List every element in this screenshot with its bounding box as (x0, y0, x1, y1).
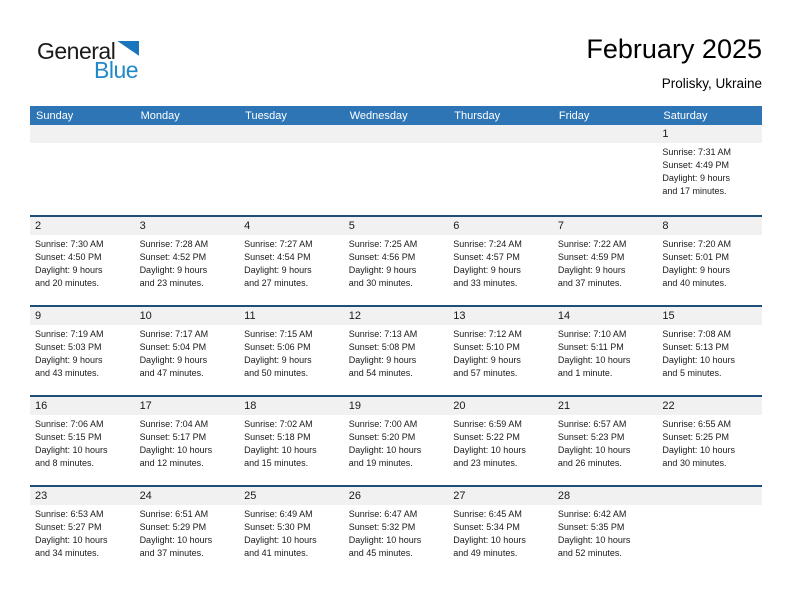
day-number (239, 125, 344, 143)
daylight-text-line2: and 33 minutes. (453, 278, 518, 288)
location-subtitle: Prolisky, Ukraine (661, 76, 762, 91)
daylight-text-line2: and 26 minutes. (557, 458, 622, 468)
weekday-header-friday: Friday (558, 109, 590, 122)
calendar-day-cell (344, 217, 449, 305)
logo-blue-text: Blue (94, 57, 139, 83)
daylight-text-line2: and 45 minutes. (348, 548, 413, 558)
day-details (239, 505, 344, 560)
weekday-header-thursday: Thursday (454, 109, 501, 122)
day-details (657, 143, 762, 198)
sunset-text: Sunset: 5:35 PM (557, 522, 625, 532)
month-title: February 2025 (586, 34, 762, 64)
sunrise-text: Sunrise: 7:06 AM (35, 419, 104, 429)
title-block (586, 34, 762, 91)
daylight-text-line1: Daylight: 9 hours (244, 355, 312, 365)
sunset-text: Sunset: 5:10 PM (453, 342, 520, 352)
daylight-text-line2: and 37 minutes. (557, 278, 622, 288)
daylight-text-line2: and 43 minutes. (35, 368, 100, 378)
daylight-text-line1: Daylight: 9 hours (348, 265, 417, 275)
daylight-text-line2: and 23 minutes. (139, 278, 204, 288)
day-number: 6 (448, 217, 553, 235)
day-number: 14 (553, 307, 658, 325)
daylight-text-line2: and 19 minutes. (348, 458, 413, 468)
daylight-text-line1: Daylight: 10 hours (453, 535, 526, 545)
day-number: 1 (657, 125, 762, 143)
weekday-header-wednesday: Wednesday (349, 109, 408, 122)
calendar-day-cell (135, 217, 240, 305)
day-number: 17 (135, 397, 240, 415)
sunset-text: Sunset: 4:54 PM (244, 252, 311, 262)
calendar-day-cell (553, 217, 658, 305)
calendar-day-cell (135, 307, 240, 395)
calendar-day-cell (239, 217, 344, 305)
daylight-text-line2: and 40 minutes. (662, 278, 727, 288)
calendar-empty-cell (344, 125, 449, 215)
sunset-text: Sunset: 5:23 PM (557, 432, 625, 442)
sunrise-text: Sunrise: 7:12 AM (453, 329, 522, 339)
day-details (344, 325, 449, 380)
daylight-text-line1: Daylight: 10 hours (557, 535, 631, 545)
sunset-text: Sunset: 5:29 PM (139, 522, 207, 532)
sunset-text: Sunset: 5:06 PM (244, 342, 311, 352)
sunset-text: Sunset: 5:13 PM (662, 342, 729, 352)
daylight-text-line1: Daylight: 9 hours (557, 265, 626, 275)
sunset-text: Sunset: 4:57 PM (453, 252, 520, 262)
daylight-text-line2: and 47 minutes. (139, 368, 204, 378)
day-details (448, 325, 553, 380)
day-details (135, 415, 240, 470)
calendar-day-cell (344, 397, 449, 485)
calendar-day-cell (553, 397, 658, 485)
daylight-text-line1: Daylight: 9 hours (453, 355, 521, 365)
daylight-text-line2: and 15 minutes. (244, 458, 309, 468)
day-number: 9 (30, 307, 135, 325)
day-details (30, 415, 135, 470)
calendar-day-cell (553, 307, 658, 395)
day-number: 4 (239, 217, 344, 235)
sunrise-text: Sunrise: 7:22 AM (557, 239, 627, 249)
sunrise-text: Sunrise: 7:30 AM (35, 239, 104, 249)
calendar-day-cell (657, 307, 762, 395)
sunrise-text: Sunrise: 7:15 AM (244, 329, 313, 339)
day-number: 23 (30, 487, 135, 505)
day-details (344, 505, 449, 560)
daylight-text-line2: and 57 minutes. (453, 368, 518, 378)
daylight-text-line1: Daylight: 9 hours (35, 265, 103, 275)
daylight-text-line2: and 54 minutes. (348, 368, 413, 378)
sunrise-text: Sunrise: 7:31 AM (662, 147, 731, 157)
calendar-day-cell (30, 397, 135, 485)
daylight-text-line1: Daylight: 10 hours (35, 445, 108, 455)
week-row-5 (30, 485, 762, 575)
calendar-empty-cell (448, 125, 553, 215)
daylight-text-line2: and 30 minutes. (348, 278, 413, 288)
daylight-text-line2: and 30 minutes. (662, 458, 727, 468)
day-details (239, 415, 344, 470)
calendar-day-cell (344, 307, 449, 395)
sunrise-text: Sunrise: 7:02 AM (244, 419, 313, 429)
daylight-text-line1: Daylight: 10 hours (557, 445, 631, 455)
sunrise-text: Sunrise: 7:24 AM (453, 239, 522, 249)
sunset-text: Sunset: 5:32 PM (348, 522, 416, 532)
calendar-day-cell (135, 487, 240, 575)
sunset-text: Sunset: 5:18 PM (244, 432, 311, 442)
daylight-text-line2: and 12 minutes. (139, 458, 204, 468)
daylight-text-line1: Daylight: 9 hours (662, 173, 730, 183)
day-number: 25 (239, 487, 344, 505)
sunrise-text: Sunrise: 6:57 AM (557, 419, 627, 429)
daylight-text-line1: Daylight: 10 hours (453, 445, 526, 455)
day-details (553, 325, 658, 380)
day-details (553, 235, 658, 290)
week-row-2 (30, 215, 762, 305)
general-blue-logo (37, 40, 139, 82)
calendar-day-cell (30, 307, 135, 395)
day-number: 11 (239, 307, 344, 325)
calendar-day-cell (239, 487, 344, 575)
day-number: 22 (657, 397, 762, 415)
day-number: 24 (135, 487, 240, 505)
daylight-text-line2: and 23 minutes. (453, 458, 518, 468)
sunrise-text: Sunrise: 7:13 AM (348, 329, 418, 339)
daylight-text-line1: Daylight: 10 hours (348, 535, 422, 545)
sunset-text: Sunset: 5:34 PM (453, 522, 520, 532)
calendar-day-cell (344, 487, 449, 575)
sunrise-text: Sunrise: 7:08 AM (662, 329, 731, 339)
daylight-text-line1: Daylight: 10 hours (557, 355, 631, 365)
daylight-text-line2: and 1 minute. (557, 368, 613, 378)
sunrise-text: Sunrise: 7:25 AM (348, 239, 418, 249)
sunrise-text: Sunrise: 7:00 AM (348, 419, 418, 429)
sunrise-text: Sunrise: 6:45 AM (453, 509, 522, 519)
calendar-day-cell (30, 217, 135, 305)
weekday-header-sunday: Sunday (36, 109, 74, 122)
daylight-text-line1: Daylight: 9 hours (35, 355, 103, 365)
daylight-text-line2: and 49 minutes. (453, 548, 518, 558)
daylight-text-line1: Daylight: 10 hours (244, 445, 317, 455)
sunset-text: Sunset: 5:03 PM (35, 342, 102, 352)
day-number (344, 125, 449, 143)
day-number: 28 (553, 487, 658, 505)
sunset-text: Sunset: 5:30 PM (244, 522, 311, 532)
day-details (30, 325, 135, 380)
day-details (344, 235, 449, 290)
day-details (30, 235, 135, 290)
day-details (553, 415, 658, 470)
daylight-text-line1: Daylight: 9 hours (453, 265, 521, 275)
sunset-text: Sunset: 5:20 PM (348, 432, 416, 442)
sunset-text: Sunset: 5:25 PM (662, 432, 729, 442)
daylight-text-line2: and 20 minutes. (35, 278, 100, 288)
day-details (657, 235, 762, 290)
sunset-text: Sunset: 5:08 PM (348, 342, 416, 352)
calendar-day-cell (239, 397, 344, 485)
daylight-text-line1: Daylight: 10 hours (139, 445, 213, 455)
day-number: 26 (344, 487, 449, 505)
sunrise-text: Sunrise: 6:51 AM (139, 509, 209, 519)
sunset-text: Sunset: 4:50 PM (35, 252, 102, 262)
sunrise-text: Sunrise: 7:17 AM (139, 329, 209, 339)
daylight-text-line1: Daylight: 10 hours (35, 535, 108, 545)
day-details (135, 235, 240, 290)
day-number: 10 (135, 307, 240, 325)
day-details (448, 235, 553, 290)
day-number: 27 (448, 487, 553, 505)
daylight-text-line1: Daylight: 9 hours (348, 355, 417, 365)
sunset-text: Sunset: 5:15 PM (35, 432, 102, 442)
daylight-text-line2: and 17 minutes. (662, 186, 727, 196)
day-details (135, 325, 240, 380)
daylight-text-line1: Daylight: 10 hours (662, 445, 735, 455)
sunset-text: Sunset: 4:59 PM (557, 252, 625, 262)
sunset-text: Sunset: 4:52 PM (139, 252, 207, 262)
sunrise-text: Sunrise: 7:19 AM (35, 329, 104, 339)
day-number: 21 (553, 397, 658, 415)
daylight-text-line1: Daylight: 9 hours (139, 265, 208, 275)
day-details (553, 505, 658, 560)
sunrise-text: Sunrise: 6:47 AM (348, 509, 418, 519)
week-row-4 (30, 395, 762, 485)
sunrise-text: Sunrise: 6:53 AM (35, 509, 104, 519)
week-row-3 (30, 305, 762, 395)
calendar-table (30, 106, 762, 575)
day-number: 15 (657, 307, 762, 325)
day-details (30, 505, 135, 560)
sunrise-text: Sunrise: 6:55 AM (662, 419, 731, 429)
sunrise-text: Sunrise: 7:20 AM (662, 239, 731, 249)
weekday-header-saturday: Saturday (663, 109, 708, 122)
sunset-text: Sunset: 5:01 PM (662, 252, 729, 262)
day-details (657, 325, 762, 380)
day-number: 2 (30, 217, 135, 235)
sunset-text: Sunset: 4:56 PM (348, 252, 416, 262)
daylight-text-line2: and 5 minutes. (662, 368, 722, 378)
sunrise-text: Sunrise: 6:59 AM (453, 419, 522, 429)
daylight-text-line1: Daylight: 10 hours (348, 445, 422, 455)
day-number: 16 (30, 397, 135, 415)
daylight-text-line1: Daylight: 10 hours (244, 535, 317, 545)
sunrise-text: Sunrise: 7:04 AM (139, 419, 209, 429)
calendar-day-cell (135, 397, 240, 485)
page-header (0, 0, 792, 106)
day-number: 3 (135, 217, 240, 235)
daylight-text-line2: and 41 minutes. (244, 548, 309, 558)
daylight-text-line2: and 27 minutes. (244, 278, 309, 288)
sunset-text: Sunset: 5:11 PM (557, 342, 624, 352)
day-number: 19 (344, 397, 449, 415)
day-details (448, 505, 553, 560)
sunrise-text: Sunrise: 6:42 AM (557, 509, 627, 519)
daylight-text-line2: and 52 minutes. (557, 548, 622, 558)
daylight-text-line2: and 37 minutes. (139, 548, 204, 558)
daylight-text-line2: and 34 minutes. (35, 548, 100, 558)
weekday-header-tuesday: Tuesday (245, 109, 287, 122)
calendar-empty-cell (239, 125, 344, 215)
calendar-day-cell (657, 125, 762, 215)
day-number (448, 125, 553, 143)
calendar-day-cell (553, 487, 658, 575)
daylight-text-line1: Daylight: 9 hours (139, 355, 208, 365)
daylight-text-line1: Daylight: 9 hours (244, 265, 312, 275)
day-details (344, 415, 449, 470)
calendar-empty-cell (553, 125, 658, 215)
day-number: 18 (239, 397, 344, 415)
weekday-header-row (30, 106, 762, 125)
daylight-text-line1: Daylight: 10 hours (662, 355, 735, 365)
day-number: 20 (448, 397, 553, 415)
calendar-day-cell (448, 217, 553, 305)
calendar-day-cell (657, 397, 762, 485)
day-details (135, 505, 240, 560)
day-number (553, 125, 658, 143)
week-row-1 (30, 125, 762, 215)
sunset-text: Sunset: 5:22 PM (453, 432, 520, 442)
weekday-header-monday: Monday (140, 109, 180, 122)
day-number: 13 (448, 307, 553, 325)
sunset-text: Sunset: 5:17 PM (139, 432, 207, 442)
day-details (448, 415, 553, 470)
calendar-day-cell (448, 397, 553, 485)
calendar-empty-cell (657, 487, 762, 575)
calendar-day-cell (448, 487, 553, 575)
calendar-day-cell (239, 307, 344, 395)
day-number: 12 (344, 307, 449, 325)
day-number: 5 (344, 217, 449, 235)
logo-triangle-icon (117, 41, 139, 56)
sunset-text: Sunset: 5:27 PM (35, 522, 102, 532)
day-details (239, 235, 344, 290)
sunset-text: Sunset: 4:49 PM (662, 160, 729, 170)
logo-general-text: General (37, 38, 116, 64)
sunrise-text: Sunrise: 6:49 AM (244, 509, 313, 519)
daylight-text-line1: Daylight: 9 hours (662, 265, 730, 275)
calendar-empty-cell (135, 125, 240, 215)
day-number (657, 487, 762, 505)
daylight-text-line2: and 50 minutes. (244, 368, 309, 378)
day-number (30, 125, 135, 143)
calendar-empty-cell (30, 125, 135, 215)
daylight-text-line1: Daylight: 10 hours (139, 535, 213, 545)
day-details (239, 325, 344, 380)
day-number: 8 (657, 217, 762, 235)
daylight-text-line2: and 8 minutes. (35, 458, 95, 468)
day-number (135, 125, 240, 143)
calendar-weeks (30, 125, 762, 575)
sunrise-text: Sunrise: 7:10 AM (557, 329, 627, 339)
calendar-day-cell (30, 487, 135, 575)
sunset-text: Sunset: 5:04 PM (139, 342, 207, 352)
sunrise-text: Sunrise: 7:28 AM (139, 239, 209, 249)
sunrise-text: Sunrise: 7:27 AM (244, 239, 313, 249)
calendar-day-cell (448, 307, 553, 395)
day-details (657, 415, 762, 470)
day-number: 7 (553, 217, 658, 235)
calendar-day-cell (657, 217, 762, 305)
